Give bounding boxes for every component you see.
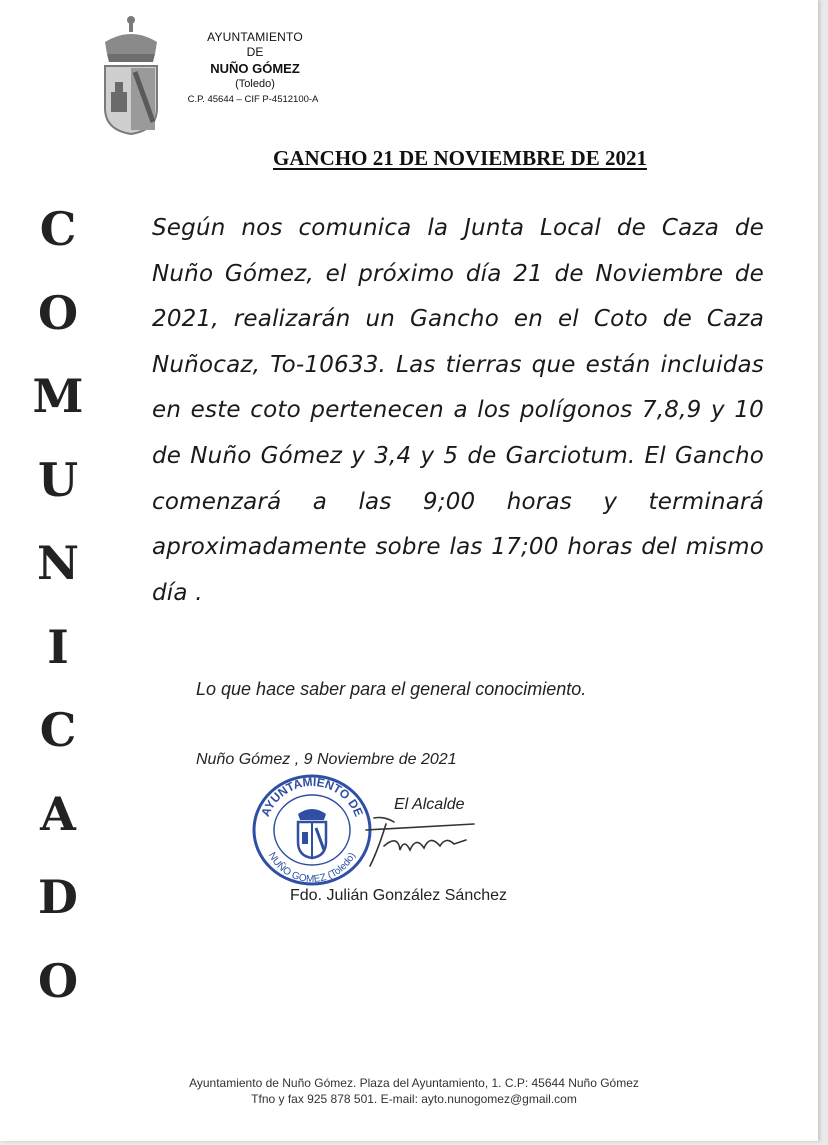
header-province: (Toledo)	[235, 78, 275, 90]
signature-role: El Alcalde	[394, 796, 465, 813]
notice-title: GANCHO 21 DE NOVIEMBRE DE 2021	[273, 146, 647, 170]
footer-address: Ayuntamiento de Nuño Gómez. Plaza del Ayuntamiento, 1. C.P: 45644 Nuño Gómez	[189, 1076, 639, 1090]
header-town: NUÑO GÓMEZ	[210, 61, 300, 76]
notice-body: Según nos comunica la Junta Local de Caza de Nuño Gómez, el próximo día 21 de Noviembre de 2021, realizarán un Gancho en el Coto de Caza Nuñocaz, To-10633. Las tierras que están incluidas en este coto pertenecen a los polígonos 7,8,9 y 10 de Nuño Gómez y 3,4 y 5 de Garciotum. El Gancho comenzará a las 9;00 horas y terminará aproximadamente sobre las 17;00 horas del mismo día .	[152, 215, 764, 606]
header-line-2: DE	[246, 45, 264, 59]
side-letter: O	[37, 285, 79, 340]
side-letter: O	[37, 953, 79, 1008]
side-letter: U	[37, 452, 79, 507]
handwritten-signature	[354, 810, 494, 870]
side-letter: N	[36, 536, 80, 590]
side-letter: I	[47, 619, 69, 674]
header-codes: C.P. 45644 – CIF P-4512100-A	[187, 94, 319, 105]
signer-name: Fdo. Julián González Sánchez	[290, 887, 508, 904]
municipal-crest-icon	[97, 12, 165, 136]
side-letter: D	[38, 870, 78, 924]
date-line: Nuño Gómez , 9 Noviembre de 2021	[196, 751, 457, 768]
comunicado-vertical	[28, 188, 88, 1023]
seal-bottom-text: NUÑO GOMEZ (Toledo)	[265, 850, 359, 886]
footer-contact: Tfno y fax 925 878 501. E-mail: ayto.nunogomez@gmail.com	[251, 1092, 577, 1106]
side-letter: C	[39, 703, 77, 757]
side-letter: M	[32, 369, 84, 423]
municipality-header	[160, 30, 350, 107]
header-line-1: AYUNTAMIENTO	[207, 30, 303, 44]
page-footer	[130, 1075, 698, 1107]
closing-line: Lo que hace saber para el general conocimiento.	[196, 679, 587, 699]
side-letter: C	[39, 202, 77, 256]
seal-top-text: AYUNTAMIENTO DE	[258, 774, 366, 819]
side-letter: A	[40, 786, 76, 841]
